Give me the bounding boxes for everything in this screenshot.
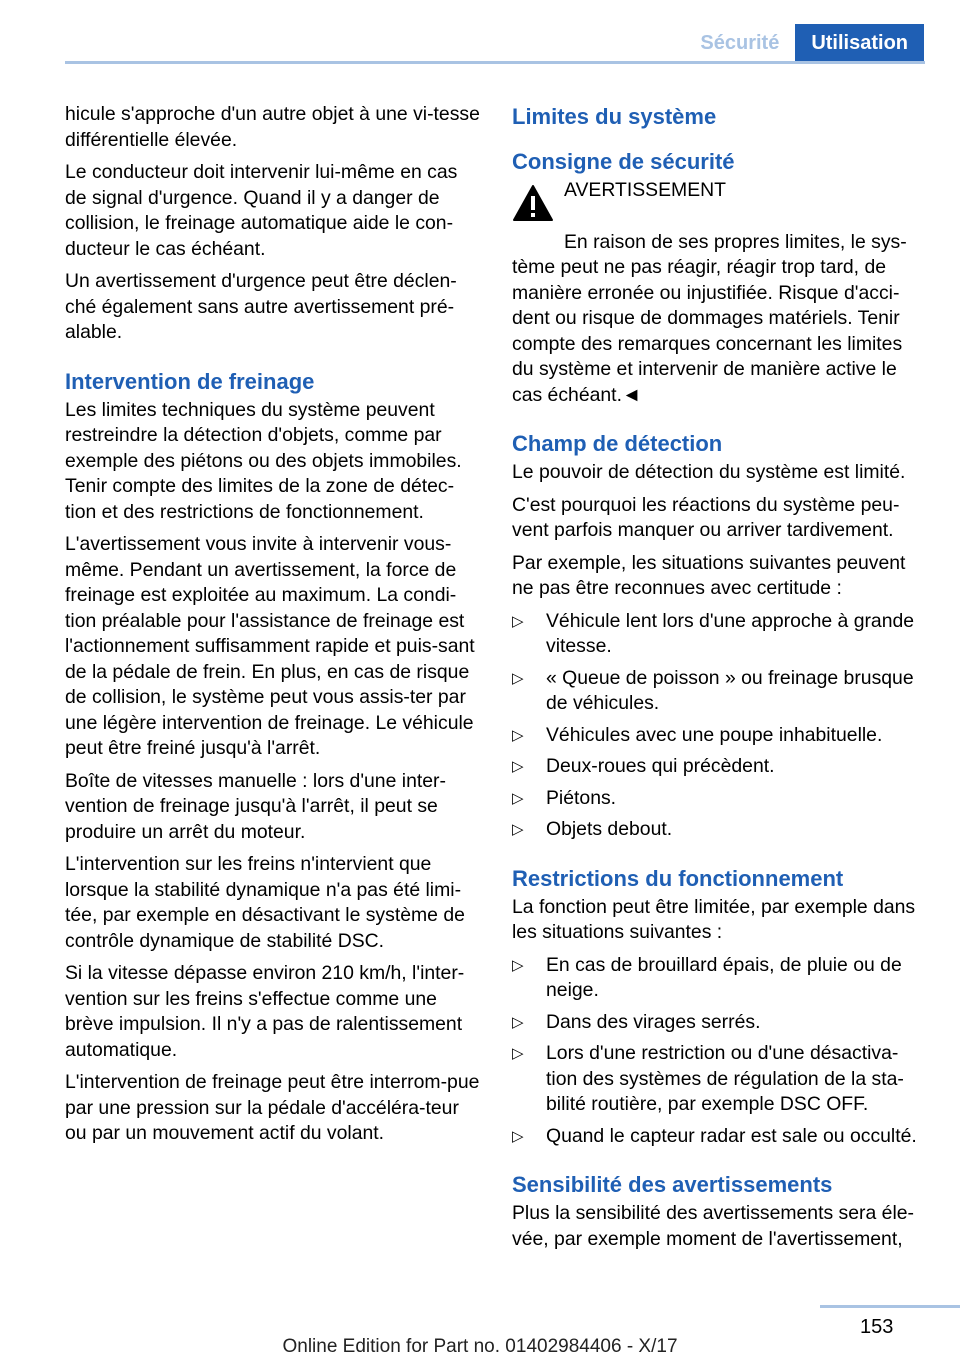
list-item [512,609,927,660]
list-item [512,953,927,1004]
bullet-arrow-icon: ▷ [512,612,524,630]
bullet-arrow-icon: ▷ [512,669,524,687]
list-item [512,786,927,812]
bullet-arrow-icon: ▷ [512,1045,524,1062]
tab-securite[interactable]: Sécurité [684,24,795,62]
list-item-text: En cas de brouillard épais, de pluie ou de neige. [546,953,902,1001]
warning-body: En raison de ses propres limites, le sys-tème peut ne pas réagir, réagir trop tard, de manière erronée ou injustifiée. Risque d'acci-dent ou risque de dommages matériels. Tenir compte des remarques concernant les limites du système et intervenir de manière active le cas échéant.◄ [512,230,907,406]
bullet-arrow-icon: ▷ [512,821,524,838]
list-item-text: Véhicules avec une poupe inhabituelle. [546,723,883,746]
paragraph: hicule s'approche d'un autre objet à une vi-tesse différentielle élevée. [65,103,480,151]
footer-divider [820,1305,960,1308]
bullet-arrow-icon: ▷ [512,758,524,775]
paragraph: Plus la sensibilité des avertissements sera éle-vée, par exemple moment de l'avertissement, [512,1202,914,1250]
paragraph: C'est pourquoi les réactions du système peu-vent parfois manquer ou arriver tardivement. [512,493,900,541]
bullet-arrow-icon: ▷ [512,1127,524,1145]
heading-restrictions: Restrictions du fonctionnement [512,865,844,891]
bullet-arrow-icon: ▷ [512,789,524,807]
paragraph: Un avertissement d'urgence peut être déclen-ché également sans autre avertissement pré-alable. [65,270,457,343]
warning-block [512,178,927,230]
paragraph: La fonction peut être limitée, par exemple dans les situations suivantes : [512,895,916,943]
paragraph: L'avertissement vous invite à intervenir vous-même. Pendant un avertissement, la force de freinage est exploitée au maximum. La condi-tion préalable pour l'assistance de freinage est l'actionnement suffisamment rapide et puis-sant de la pédale de frein. En plus, en cas de risque de collision, le système peut vous assis-ter par une légère intervention de freinage. Le véhicule peut être freiné jusqu'à l'arrêt. [65,533,475,759]
header-divider [65,61,925,64]
list-item [512,666,927,717]
paragraph: L'intervention de freinage peut être interrom-pue par une pression sur la pédale d'accéléra-teur ou par un mouvement actif du volant. [65,1071,480,1144]
warning-title: AVERTISSEMENT [564,179,726,201]
heading-sensibilite: Sensibilité des avertissements [512,1172,833,1197]
list-item [512,1124,927,1150]
heading-champ-detection: Champ de détection [512,431,723,456]
list-item-text: Deux-roues qui précèdent. [546,755,775,777]
detection-list [512,609,927,843]
list-item [512,817,927,843]
bullet-arrow-icon: ▷ [512,1013,524,1031]
paragraph: Les limites techniques du système peuvent restreindre la détection d'objets, comme par exemple des piétons ou des objets immobiles. Tenir compte des limites de la zone de détec-tion et des restrictions de fonctionnement. [65,398,462,523]
heading-limites-systeme: Limites du système [512,104,717,129]
list-item [512,754,927,780]
paragraph: Si la vitesse dépasse environ 210 km/h, l'inter-vention sur les freins s'effectue comme une brève impulsion. Il n'y a pas de ralentissement automatique. [65,962,465,1061]
list-item-text: « Queue de poisson » ou freinage brusque de véhicules. [546,666,914,714]
list-item-text: Lors d'une restriction ou d'une désactiva-tion des systèmes de régulation de la sta-bilité routière, par exemple DSC OFF. [546,1042,904,1115]
paragraph: Boîte de vitesses manuelle : lors d'une inter-vention de freinage jusqu'à l'arrêt, il peut se produire un arrêt du moteur. [65,769,446,843]
heading-consigne-securite: Consigne de sécurité [512,149,735,174]
tab-utilisation[interactable]: Utilisation [795,24,924,62]
warning-triangle-icon [512,184,564,230]
restrictions-list [512,953,927,1150]
list-item-text: Piétons. [546,786,617,809]
list-item-text: Quand le capteur radar est sale ou occulté. [546,1124,917,1147]
paragraph: Le pouvoir de détection du système est limité. [512,461,906,483]
paragraph: L'intervention sur les freins n'intervient que lorsque la stabilité dynamique n'a pas été limi-tée, par exemple en désactivant le système de contrôle dynamique de stabilité DSC. [65,853,465,952]
bullet-arrow-icon: ▷ [512,726,524,744]
heading-intervention-freinage: Intervention de freinage [65,368,315,394]
header-tabs [684,24,924,62]
edition-footer: Online Edition for Part no. 01402984406 - X/17 [282,1336,678,1357]
list-item-text: Dans des virages serrés. [546,1010,761,1033]
list-item [512,1041,927,1118]
bullet-arrow-icon: ▷ [512,956,524,974]
right-column [512,102,927,1259]
paragraph: Le conducteur doit intervenir lui-même en cas de signal d'urgence. Quand il y a danger de collision, le freinage automatique aide le con-ducteur le cas échéant. [65,161,458,260]
left-column [65,102,480,1154]
list-item-text: Objets debout. [546,818,673,840]
list-item [512,1010,927,1036]
list-item-text: Véhicule lent lors d'une approche à grande vitesse. [546,609,915,657]
paragraph: Par exemple, les situations suivantes peuvent ne pas être reconnues avec certitude : [512,551,906,599]
list-item [512,723,927,749]
page-number: 153 [860,1316,894,1338]
